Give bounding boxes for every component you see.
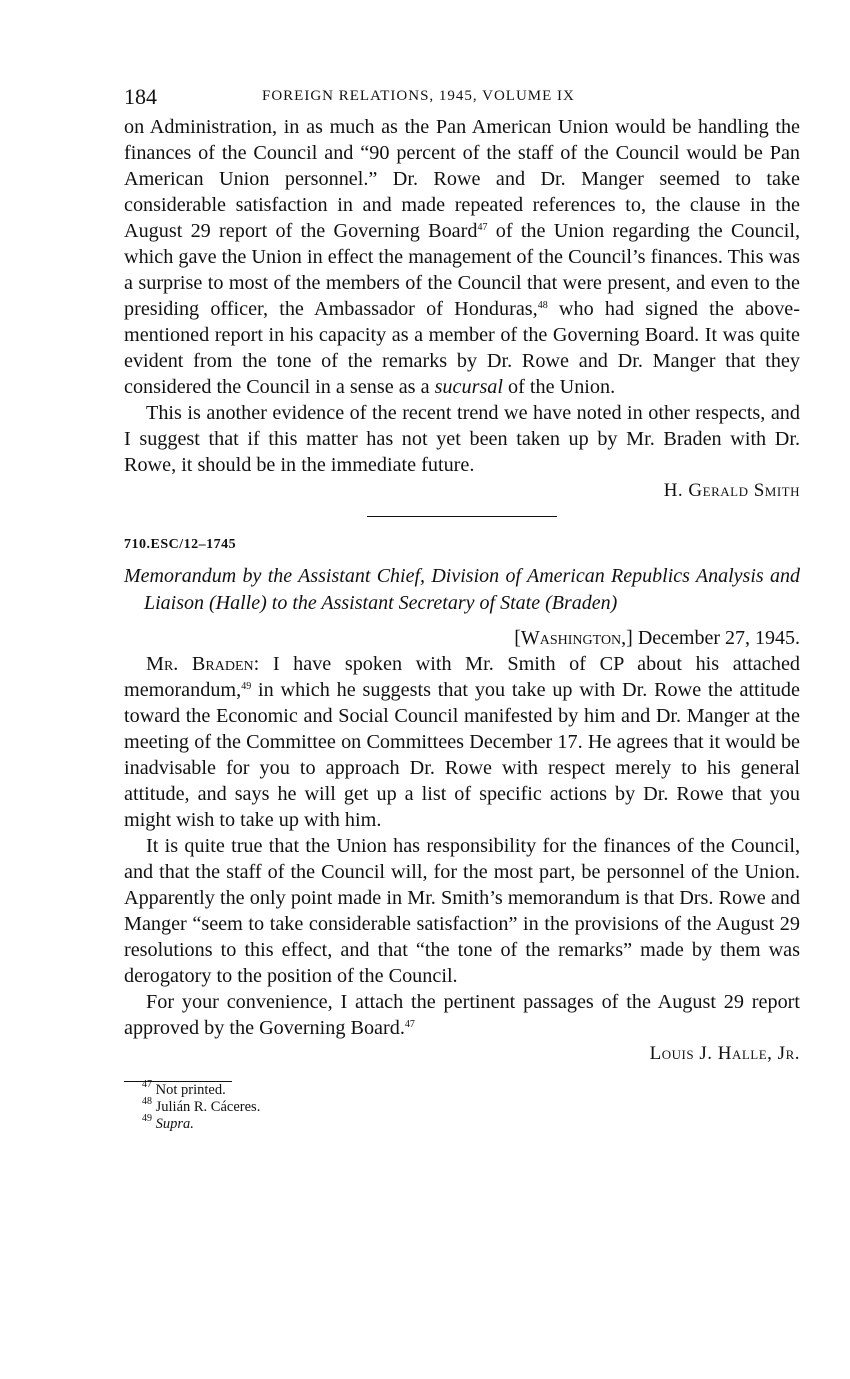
footnote-ref: 47 xyxy=(404,1019,415,1030)
running-head: FOREIGN RELATIONS, 1945, VOLUME IX xyxy=(262,88,575,104)
document-page xyxy=(124,84,800,1133)
memo-title: Memorandum by the Assistant Chief, Division of American Republics Analysis and Liaison (Halle) to the Assistant Secretary of State (Braden) xyxy=(124,565,800,614)
signature-smith: H. Gerald Smith xyxy=(663,480,800,501)
dateline: [Washington,] December 27, 1945. xyxy=(514,627,800,649)
footnote-ref: 48 xyxy=(537,300,548,311)
footnote: $^{47}$ Not printed. xyxy=(142,1079,226,1098)
continuation-paragraph: on Administration, in as much as the Pan American Union would be handling the finances of the Council and “90 percent of the staff of the Council would be Pan American Union personnel.” Dr. Rowe and Dr. Manger seemed to take considerable satisfaction in and made repeated references to, the clause in the August 29 report of the Governing Board$^{47}$ of the Union regarding the Council, which gave the Union in effect the management of the Council’s finances. This was a surprise to most of the members of the Council that were present, and even to the presiding officer, the Ambassador of Honduras,$^{48}$ who had signed the above-mentioned report in his capacity as a member of the Governing Board. It was quite evident from the tone of the remarks by Dr. Rowe and Dr. Manger that they considered the Council in a sense as a sucursal of the Union. xyxy=(124,116,800,398)
continuation-paragraph-2: This is another evidence of the recent trend we have noted in other respects, and I suggest that if this matter has not yet been taken up by Mr. Braden with Dr. Rowe, it should be in the immediate future. xyxy=(124,402,800,476)
document-id: 710.ESC/12–1745 xyxy=(124,537,237,552)
signature-halle: Louis J. Halle, Jr. xyxy=(649,1043,800,1064)
page-number: 184 xyxy=(124,84,157,109)
footnote: $^{48}$ Julián R. Cáceres. xyxy=(142,1096,261,1115)
memo-paragraph-1: Mr. Braden: I have spoken with Mr. Smith of CP about his attached memorandum,$^{49}$ in which he suggests that you take up with Dr. Rowe the attitude toward the Economic and Social Council manifested by him and Dr. Manger at the meeting of the Committee on Committees December 17. He agrees that it would be inadvisable for you to approach Dr. Rowe with respect merely to his general attitude, and says he will get up a list of specific actions by Dr. Rowe that you might wish to take up with him. xyxy=(124,653,800,831)
memo-paragraph-3: For your convenience, I attach the pertinent passages of the August 29 report approved by the Governing Board.$^{47}$ xyxy=(124,991,800,1039)
page-header xyxy=(124,84,800,114)
salutation: Mr. Braden xyxy=(146,653,254,675)
footnote: $^{49}$ Supra. xyxy=(142,1113,194,1132)
memo-paragraph-2: It is quite true that the Union has responsibility for the finances of the Council, and that the staff of the Council will, for the most part, be personnel of the Union. Apparently the only point made in Mr. Smith’s memorandum is that Drs. Rowe and Manger “seem to take considerable satisfaction” in the provisions of the August 29 resolutions to this effect, and that “the tone of the remarks” made by them was derogatory to the position of the Council. xyxy=(124,835,800,987)
footnote-ref: 49 xyxy=(241,681,252,692)
footnote-ref: 47 xyxy=(477,222,488,233)
section-divider xyxy=(367,516,557,517)
